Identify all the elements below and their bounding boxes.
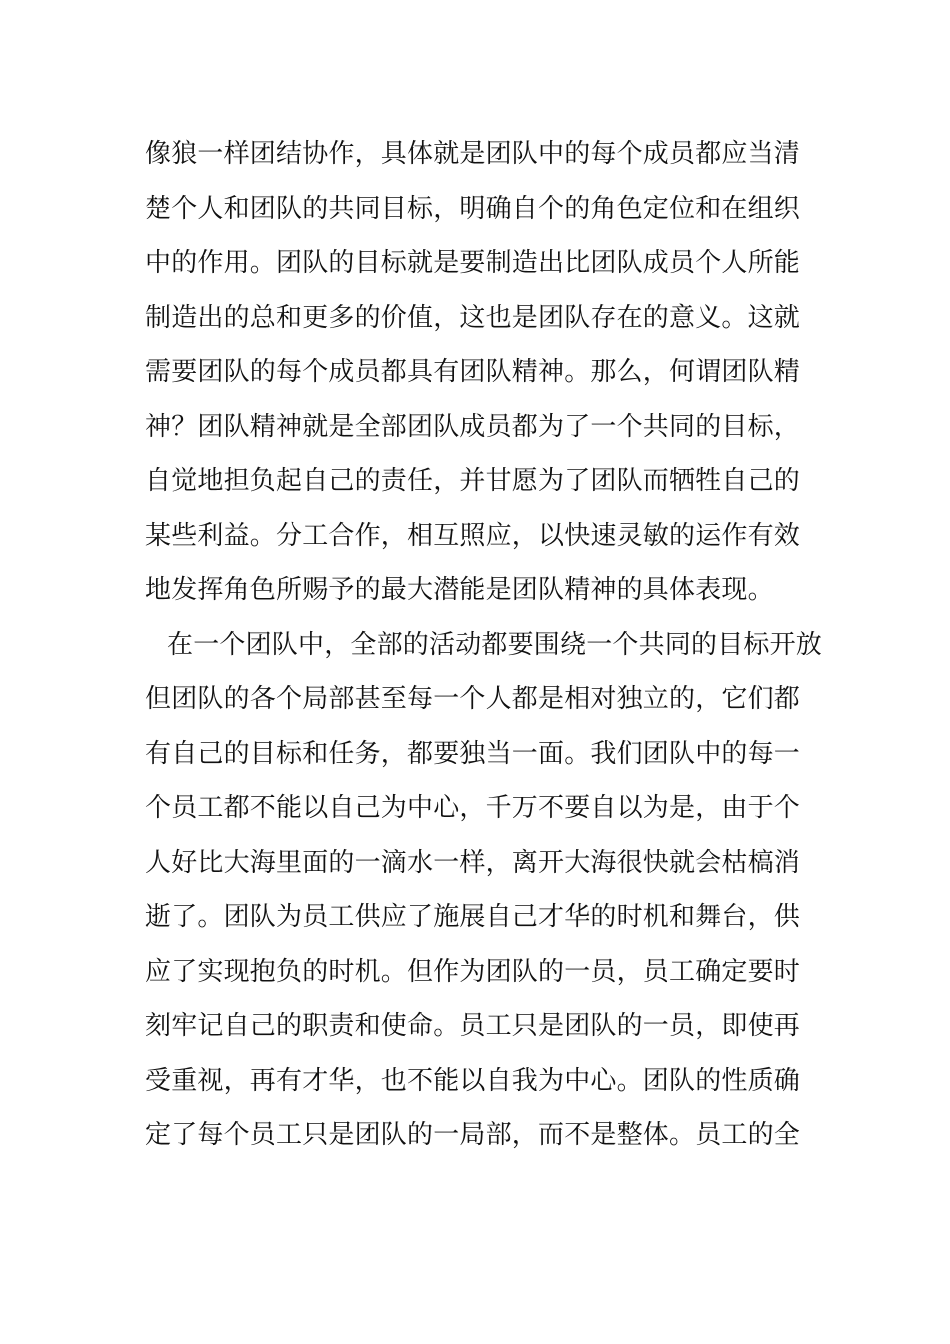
text-line: 个员工都不能以自己为中心，千万不要自以为是，由于个 xyxy=(145,793,801,823)
text-line: 地发挥角色所赐予的最大潜能是团队精神的具体表现。 xyxy=(145,575,774,605)
text-line: 定了每个员工只是团队的一局部，而不是整体。员工的全 xyxy=(145,1120,801,1150)
paragraph-start-line: 在一个团队中，全部的活动都要围绕一个共同的目标开放 xyxy=(167,629,823,660)
text-line: 有自己的目标和任务，都要独当一面。我们团队中的每一 xyxy=(145,738,801,769)
text-line: 神？团队精神就是全部团队成员都为了一个共同的目标， xyxy=(145,411,801,442)
text-line: 某些利益。分工合作，相互照应，以快速灵敏的运作有效 xyxy=(145,520,801,551)
text-line: 制造出的总和更多的价值，这也是团队存在的意义。这就 xyxy=(145,302,801,333)
text-line: 人好比大海里面的一滴水一样，离开大海很快就会枯槁消 xyxy=(145,847,801,878)
text-line: 逝了。团队为员工供应了施展自己才华的时机和舞台，供 xyxy=(145,902,801,932)
text-line: 但团队的各个局部甚至每一个人都是相对独立的，它们都 xyxy=(145,684,801,714)
text-line: 受重视，再有才华，也不能以自我为中心。团队的性质确 xyxy=(145,1065,801,1096)
text-line: 应了实现抱负的时机。但作为团队的一员，员工确定要时 xyxy=(145,956,801,987)
body-text xyxy=(145,127,823,1163)
text-line: 刻牢记自己的职责和使命。员工只是团队的一员，即使再 xyxy=(145,1011,801,1041)
text-line: 楚个人和团队的共同目标，明确自个的角色定位和在组织 xyxy=(145,193,801,224)
text-line: 需要团队的每个成员都具有团队精神。那么，何谓团队精 xyxy=(145,357,801,387)
text-line: 像狼一样团结协作，具体就是团队中的每个成员都应当清 xyxy=(145,139,801,169)
text-line: 中的作用。团队的目标就是要制造出比团队成员个人所能 xyxy=(145,248,801,278)
text-line: 自觉地担负起自己的责任，并甘愿为了团队而牺牲自己的 xyxy=(145,466,801,496)
